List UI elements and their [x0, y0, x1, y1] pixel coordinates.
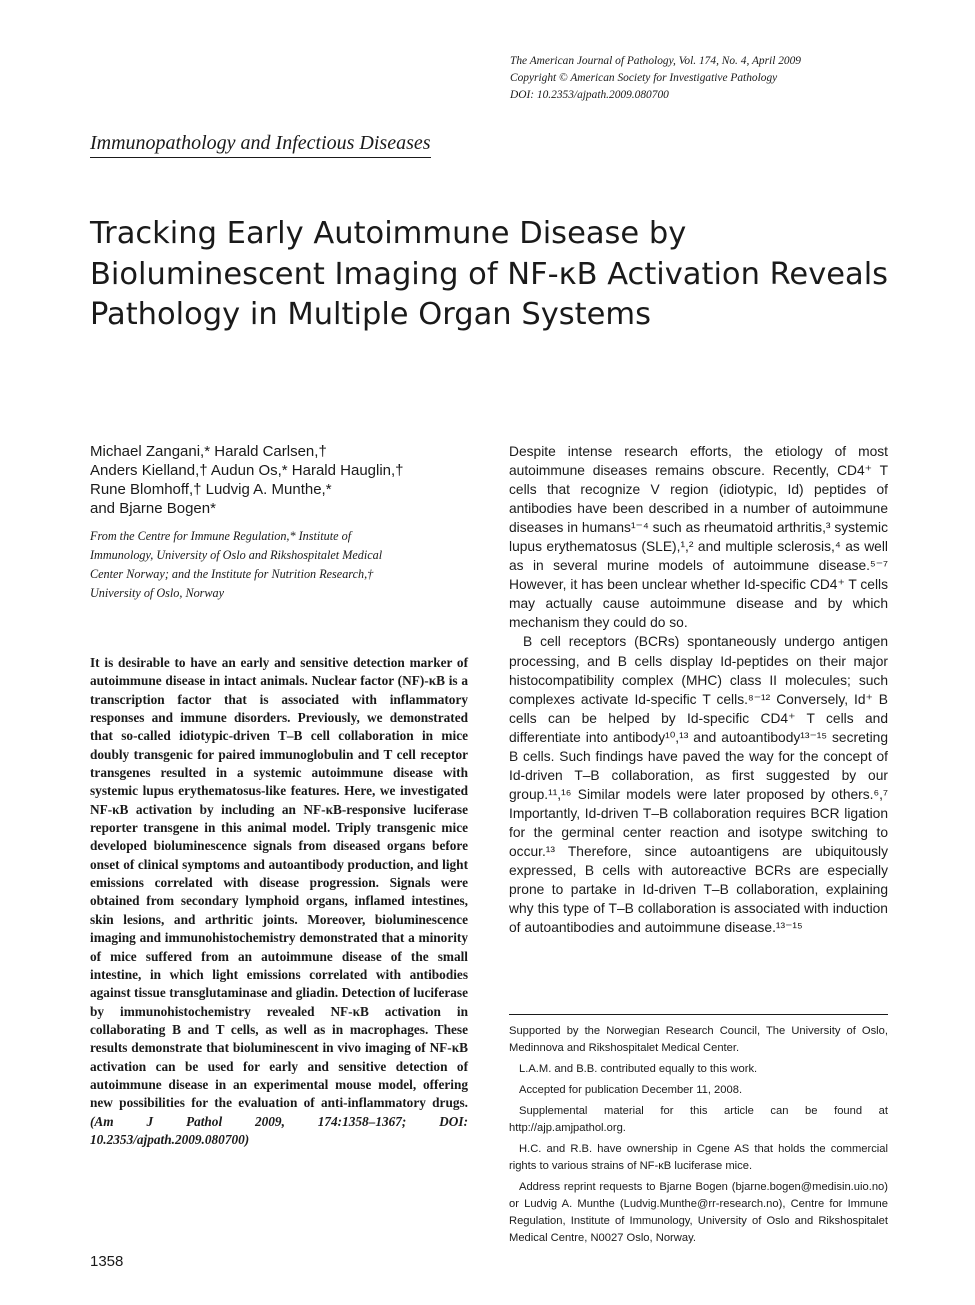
title-line: Pathology in Multiple Organ Systems [90, 297, 651, 332]
section-heading: Immunopathology and Infectious Diseases [90, 132, 431, 158]
author-line: Rune Blomhoff,† Ludvig A. Munthe,* [90, 481, 332, 498]
affiliation-line: Immunology, University of Oslo and Rikshospitalet Medical [90, 548, 383, 562]
footnote-support: Supported by the Norwegian Research Council, The University of Oslo, Medinnova and Rikshospitalet Medical Center. [509, 1025, 888, 1054]
footnote-accepted: Accepted for publication December 11, 2008. [519, 1084, 743, 1096]
footnote-ownership: H.C. and R.B. have ownership in Cgene AS that holds the commercial rights to various strains of NF-κB luciferase mice. [509, 1143, 888, 1172]
body-paragraph: B cell receptors (BCRs) spontaneously undergo antigen processing, and B cells display Id-peptides on their major histocompatibility complex (MHC) class II molecules; such complexes activate Id-specific T cells.⁸⁻¹² Conversely, Id⁺ B cells can be helped by Id-specific CD4⁺ T cells and differentiate into antibody¹⁰,¹³ and autoantibody¹³⁻¹⁵ secreting B cells. Such findings have paved the way for the concept of Id-driven T–B collaboration, as first suggested by our group.¹¹,¹⁶ Similar models were later proposed by others.⁶,⁷ Importantly, Id-driven T–B collaboration requires BCR ligation for the germinal center reaction and isotype switching to occur.¹³ Therefore, since autoantigens are ubiquitously expressed, B cells with autoreactive BCRs are especially prone to partake in Id-driven T–B collaboration, explaining why this type of T–B collaboration is associated with induction of autoantibodies and autoimmune disease.¹³⁻¹⁵ [509, 634, 888, 936]
journal-copyright: Copyright © American Society for Investigative Pathology [510, 72, 778, 85]
abstract-text: It is desirable to have an early and sensitive detection marker of autoimmune disease in intact animals. Nuclear factor (NF)-κB is a transcription factor that is associated with inflammatory responses and immune disorders. Previously, we demonstrated that so-called idiotypic-driven T–B cell collaboration in mice doubly transgenic for paired immunoglobulin and T cell receptor transgenes resulted in a systemic autoimmune disease with systemic lupus erythematosus-like features. Here, we investigated NF-κB activation by including an NF-κB-responsive luciferase reporter transgene in this animal model. Triply transgenic mice developed bioluminescence signals from diseased organs before onset of clinical symptoms and autoantibody production, and light emissions correlated with disease progression. Signals were obtained from secondary lymphoid organs, inflamed intestines, skin lesions, and arthritic joints. Moreover, bioluminescence imaging and immunohistochemistry demonstrated that a minority of mice suffered from an autoimmune disease of the small intestine, in which light emissions correlated with antibodies against tissue transglutaminase and gliadin. Detection of luciferase by immunohistochemistry revealed NF-κB activation in collaborating B and T cells, as well as in macrophages. These results demonstrate that bioluminescent in vivo imaging of NF-κB activation can be used for early and sensitive detection of autoimmune disease in an experimental mouse model, offering new possibilities for the evaluation of anti-inflammatory drugs. [90, 655, 468, 1111]
footnote-supplemental: Supplemental material for this article can be found at http://ajp.amjpathol.org. [509, 1105, 888, 1134]
body-text [509, 442, 888, 937]
body-paragraph: Despite intense research efforts, the etiology of most autoimmune diseases remains obscure. Recently, CD4⁺ T cells that recognize V region (idiotypic, Id) peptides of antibodies have been described in a number of autoimmune diseases in humans¹⁻⁴ such as rheumatoid arthritis,³ systemic lupus erythematosus (SLE),¹,² and multiple sclerosis,⁴ as well as in several murine models of autoimmune disease.⁵⁻⁷ However, it has been unclear whether Id-specific CD4⁺ T cells may actually cause autoimmune disease and by which mechanism they could do so. [509, 444, 888, 631]
journal-doi: DOI: 10.2353/ajpath.2009.080700 [510, 89, 669, 102]
page-number: 1358 [90, 1253, 124, 1270]
journal-citation: The American Journal of Pathology, Vol. 174, No. 4, April 2009 [510, 55, 801, 67]
journal-header [510, 53, 930, 105]
article-title [90, 214, 930, 336]
footnote-reprint: Address reprint requests to Bjarne Bogen (bjarne.bogen@medisin.uio.no) or Ludvig A. Munthe (Ludvig.Munthe@rr-research.no), Centre for Immune Regulation, Institute of Immunology, University of Oslo and Rikshospitalet Medical Centre, N0027 Oslo, Norway. [509, 1181, 888, 1244]
title-line: Bioluminescent Imaging of NF-κB Activation Reveals [90, 256, 889, 292]
footnote-divider [509, 1014, 888, 1015]
title-line: Tracking Early Autoimmune Disease by [90, 216, 687, 251]
author-list [90, 442, 490, 518]
abstract-citation: (Am J Pathol 2009, 174:1358–1367; DOI: 10.2353/ajpath.2009.080700) [90, 1113, 468, 1147]
footnote-equal-contribution: L.A.M. and B.B. contributed equally to this work. [519, 1063, 758, 1075]
author-line: Anders Kielland,† Audun Os,* Harald Hauglin,† [90, 462, 404, 479]
author-line: and Bjarne Bogen* [90, 500, 216, 517]
abstract [90, 654, 468, 1149]
affiliation [90, 527, 490, 603]
affiliation-line: University of Oslo, Norway [90, 586, 225, 600]
affiliation-line: Center Norway; and the Institute for Nutrition Research,† [90, 567, 374, 581]
footnotes [509, 1023, 888, 1251]
affiliation-line: From the Centre for Immune Regulation,* Institute of [90, 529, 352, 543]
author-line: Michael Zangani,* Harald Carlsen,† [90, 443, 327, 460]
